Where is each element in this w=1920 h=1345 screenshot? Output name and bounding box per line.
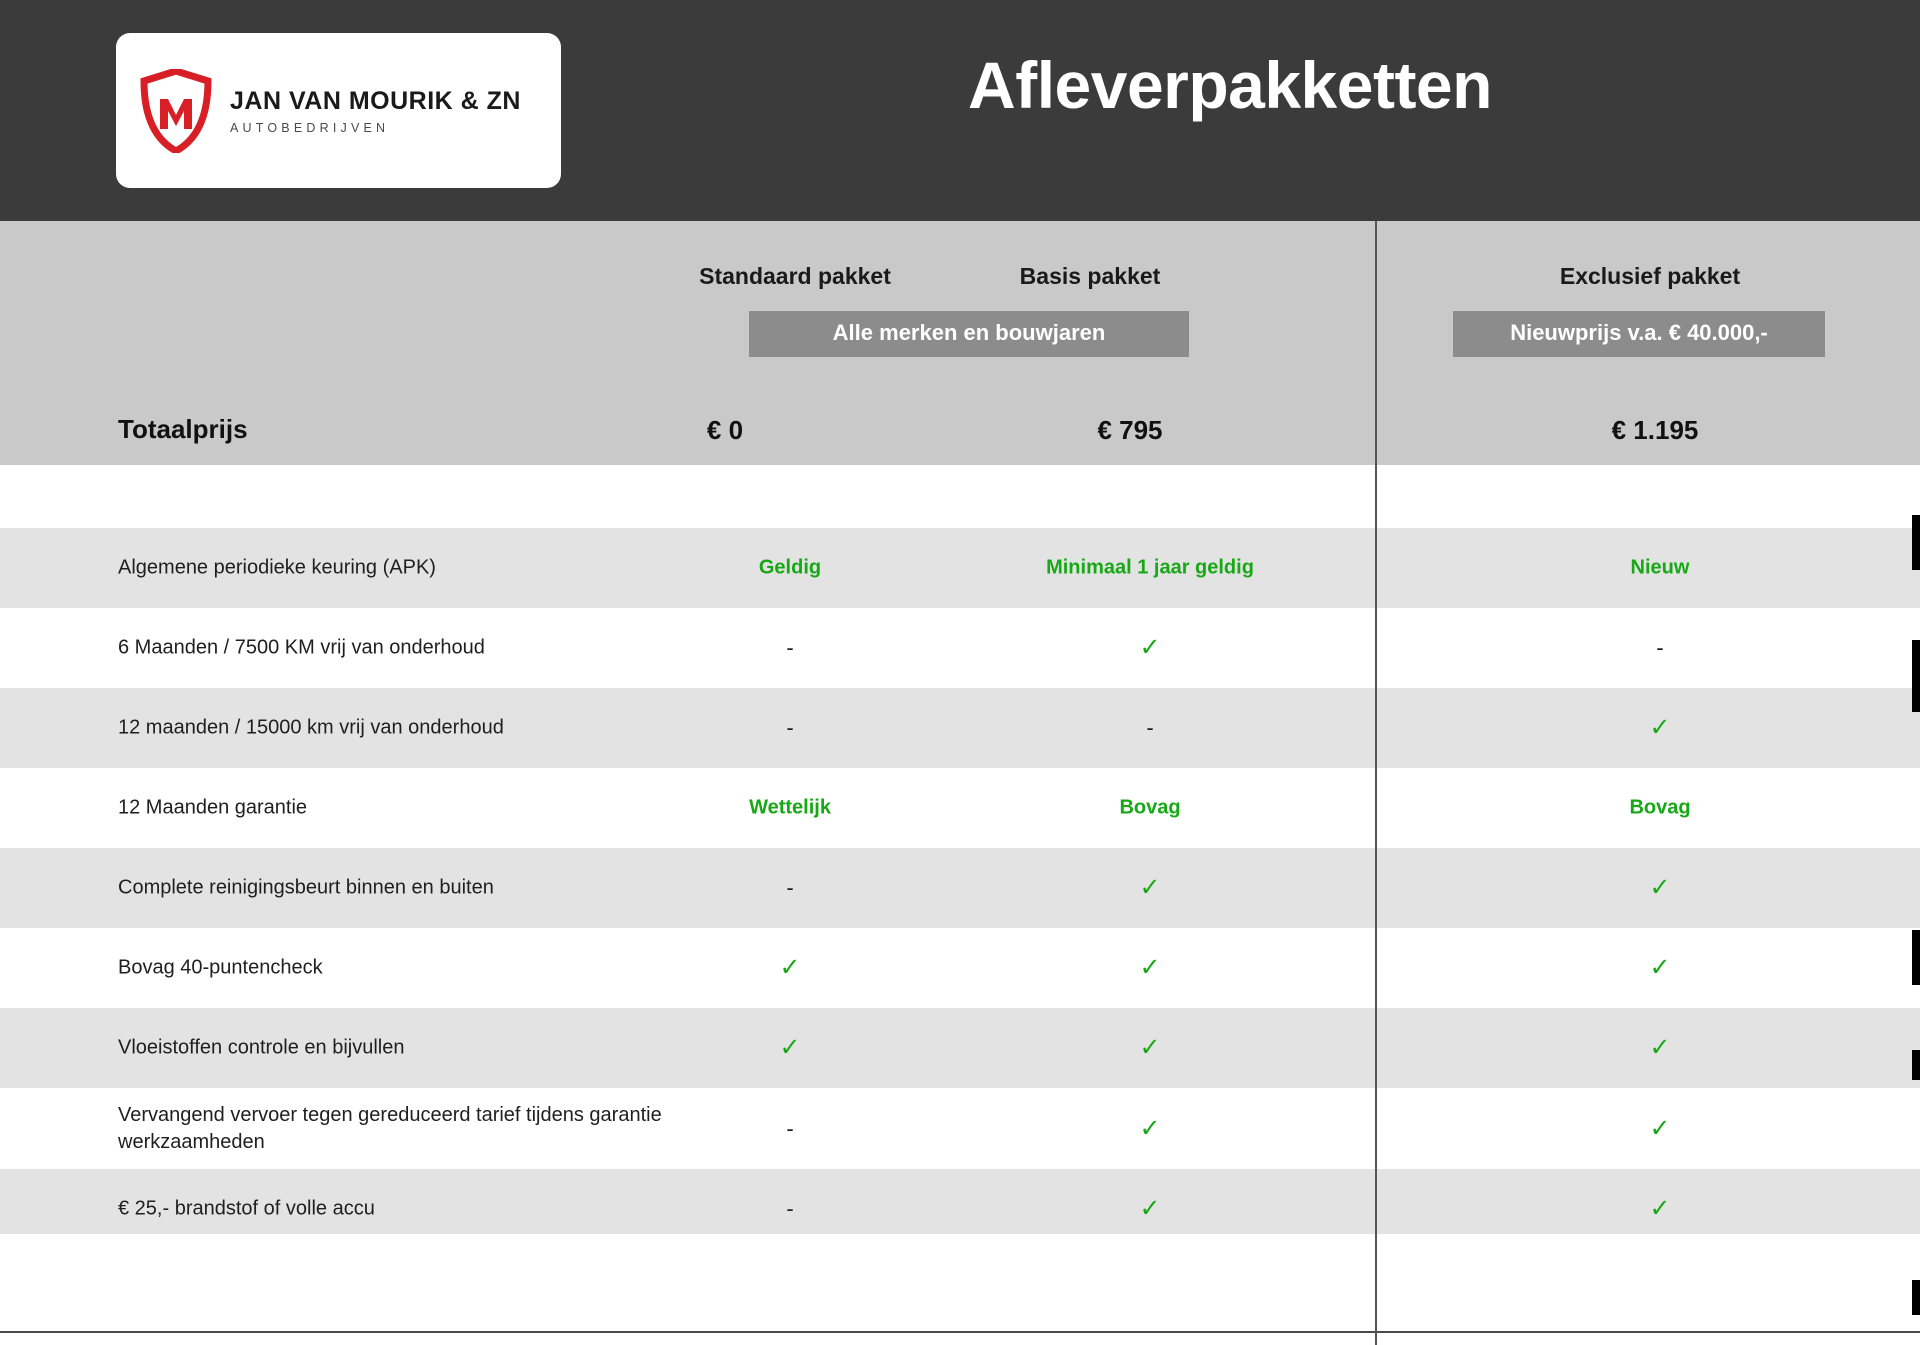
row-value-exclusief: Bovag [1629, 796, 1691, 819]
table-row [0, 768, 1920, 848]
row-value-basis: ✓ [1139, 1033, 1161, 1062]
row-value-exclusief: ✓ [1649, 1033, 1671, 1062]
row-value-basis: - [1146, 715, 1154, 740]
row-value-basis: ✓ [1139, 873, 1161, 902]
row-label: 12 maanden / 15000 km vrij van onderhoud [118, 716, 504, 739]
page-title: Afleverpakketten [968, 48, 1492, 122]
table-spacer-row [0, 465, 1920, 528]
row-value-exclusief: ✓ [1649, 1194, 1671, 1223]
table-footer-space [0, 1234, 1920, 1345]
badge-exclusief-scope: Nieuwprijs v.a. € 40.000,- [1453, 311, 1825, 357]
table-row [0, 528, 1920, 608]
row-value-standaard: - [786, 1196, 794, 1221]
page-edge-mark [1912, 515, 1920, 570]
row-label: Bovag 40-puntencheck [118, 956, 323, 979]
logo-company-name: JAN VAN MOURIK & ZN [230, 86, 521, 115]
row-value-basis: Minimaal 1 jaar geldig [1046, 556, 1254, 579]
row-label: Vervangend vervoer tegen gereduceerd tarief tijdens garantie werkzaamheden [118, 1103, 662, 1153]
row-value-standaard: Geldig [758, 556, 822, 579]
row-value-standaard: - [786, 1115, 794, 1141]
row-value-basis: ✓ [1139, 1114, 1161, 1142]
total-price-basis: € 795 [1097, 415, 1163, 445]
table-row [0, 848, 1920, 928]
row-value-standaard: - [786, 715, 794, 740]
footer-divider [0, 1331, 1920, 1333]
row-label: 6 Maanden / 7500 KM vrij van onderhoud [118, 636, 485, 659]
row-value-standaard: ✓ [779, 953, 801, 982]
row-value-standaard: ✓ [779, 1033, 801, 1062]
row-value-basis: ✓ [1139, 953, 1161, 982]
column-header-exclusief: Exclusief pakket [1559, 263, 1741, 289]
column-header-basis: Basis pakket [1019, 263, 1161, 289]
page-edge-mark [1912, 640, 1920, 712]
row-value-basis: ✓ [1139, 1194, 1161, 1223]
page-edge-mark [1912, 1280, 1920, 1315]
row-label: € 25,- brandstof of volle accu [118, 1197, 375, 1220]
row-value-exclusief: ✓ [1649, 953, 1671, 982]
total-price-label: Totaalprijs [118, 414, 248, 444]
total-price-standaard: € 0 [706, 415, 744, 445]
document-header [0, 0, 1920, 221]
row-value-standaard: - [786, 875, 794, 900]
company-logo-card [116, 33, 561, 188]
row-value-exclusief: Nieuw [1630, 556, 1690, 579]
m-shield-logo-icon [140, 69, 212, 153]
row-value-basis: ✓ [1139, 633, 1161, 662]
row-value-exclusief: ✓ [1649, 1114, 1671, 1142]
table-row [0, 688, 1920, 768]
table-row [0, 608, 1920, 688]
row-label: Vloeistoffen controle en bijvullen [118, 1036, 405, 1059]
table-row [0, 1008, 1920, 1088]
row-value-basis: Bovag [1119, 796, 1181, 819]
total-price-exclusief: € 1.195 [1611, 415, 1699, 445]
row-value-exclusief: ✓ [1649, 713, 1671, 742]
column-divider [1375, 221, 1377, 1345]
row-value-exclusief: - [1656, 635, 1664, 660]
row-value-exclusief: ✓ [1649, 873, 1671, 902]
badge-basis-scope: Alle merken en bouwjaren [749, 311, 1189, 357]
table-body [0, 465, 1920, 1249]
row-value-standaard: Wettelijk [749, 796, 831, 819]
page-edge-mark [1912, 1050, 1920, 1080]
row-label: 12 Maanden garantie [118, 796, 308, 819]
logo-company-subtitle: AUTOBEDRIJVEN [230, 120, 390, 135]
row-value-standaard: - [786, 635, 794, 660]
table-row [0, 928, 1920, 1008]
page-edge-mark [1912, 930, 1920, 985]
row-label: Algemene periodieke keuring (APK) [118, 556, 436, 579]
column-header-standaard: Standaard pakket [699, 263, 891, 289]
row-label: Complete reinigingsbeurt binnen en buiten [118, 876, 494, 899]
table-row [0, 1088, 1920, 1169]
